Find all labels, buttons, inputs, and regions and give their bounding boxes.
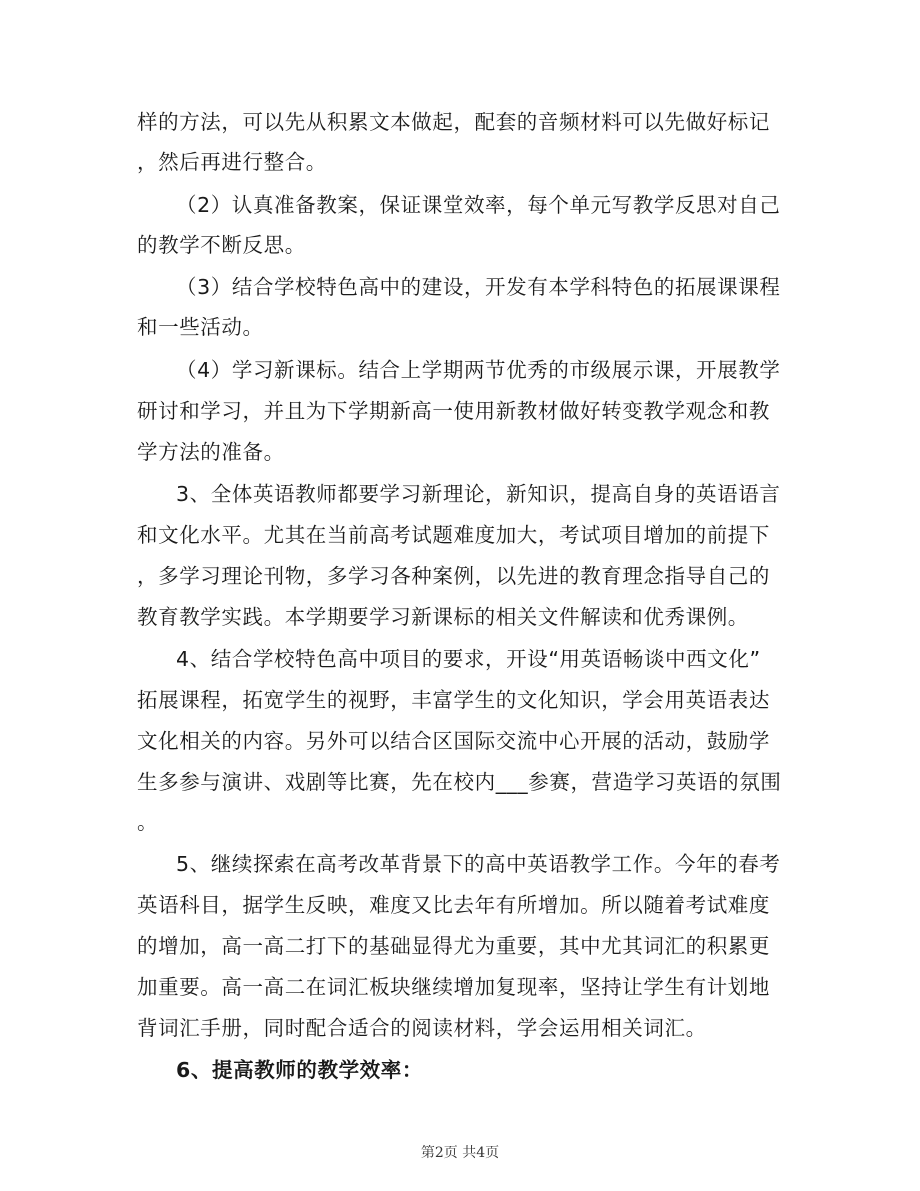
text-line: 的教学不断反思。 [137, 233, 306, 257]
text-line: 文化相关的内容。另外可以结合区国际交流中心开展的活动，鼓励学 [137, 729, 770, 753]
text-line: ，多学习理论刊物，多学习各种案例，以先进的教育理念指导自己的 [137, 564, 770, 588]
text-line: 生多参与演讲、戏剧等比赛，先在校内___参赛，营造学习英语的氛围 [137, 770, 782, 794]
text-line: ，然后再进行整合。 [137, 150, 327, 174]
text-line: （2）认真准备教案，保证课堂效率，每个单元写教学反思对自己 [176, 193, 781, 217]
text-line: （4）学习新课标。结合上学期两节优秀的市级展示课，开展教学 [176, 358, 781, 382]
text-line: 加重要。高一高二在词汇板块继续增加复现率，坚持让学生有计划地 [137, 975, 770, 999]
text-line: 拓展课程，拓宽学生的视野，丰富学生的文化知识，学会用英语表达 [137, 688, 770, 712]
text-line: 5、继续探索在高考改革背景下的高中英语教学工作。今年的春考 [176, 852, 781, 876]
text-line: 和文化水平。尤其在当前高考试题难度加大，考试项目增加的前提下 [137, 523, 770, 547]
text-line: 4、结合学校特色高中项目的要求，开设“用英语畅谈中西文化” [176, 647, 761, 671]
text-line: 3、全体英语教师都要学习新理论，新知识，提高自身的英语语言 [176, 482, 781, 506]
text-line: 研讨和学习，并且为下学期新高一使用新教材做好转变教学观念和教 [137, 399, 770, 423]
text-line: 学方法的准备。 [137, 440, 285, 464]
text-line: 英语科目，据学生反映，难度又比去年有所增加。所以随着考试难度 [137, 893, 770, 917]
text-line: 的增加，高一高二打下的基础显得尤为重要，其中尤其词汇的积累更 [137, 934, 770, 958]
text-line: 和一些活动。 [137, 315, 264, 339]
text-line: 。 [137, 810, 159, 834]
section-heading: 6、提高教师的教学效率： [176, 1058, 423, 1082]
text-line: 背词汇手册，同时配合适合的阅读材料，学会运用相关词汇。 [137, 1016, 707, 1040]
text-line: 教育教学实践。本学期要学习新课标的相关文件解读和优秀课例。 [137, 605, 749, 629]
page-number-footer: 第2页 共4页 [420, 1145, 500, 1161]
text-line: （3）结合学校特色高中的建设，开发有本学科特色的拓展课课程 [176, 275, 781, 299]
text-line: 样的方法，可以先从积累文本做起，配套的音频材料可以先做好标记 [137, 110, 770, 134]
